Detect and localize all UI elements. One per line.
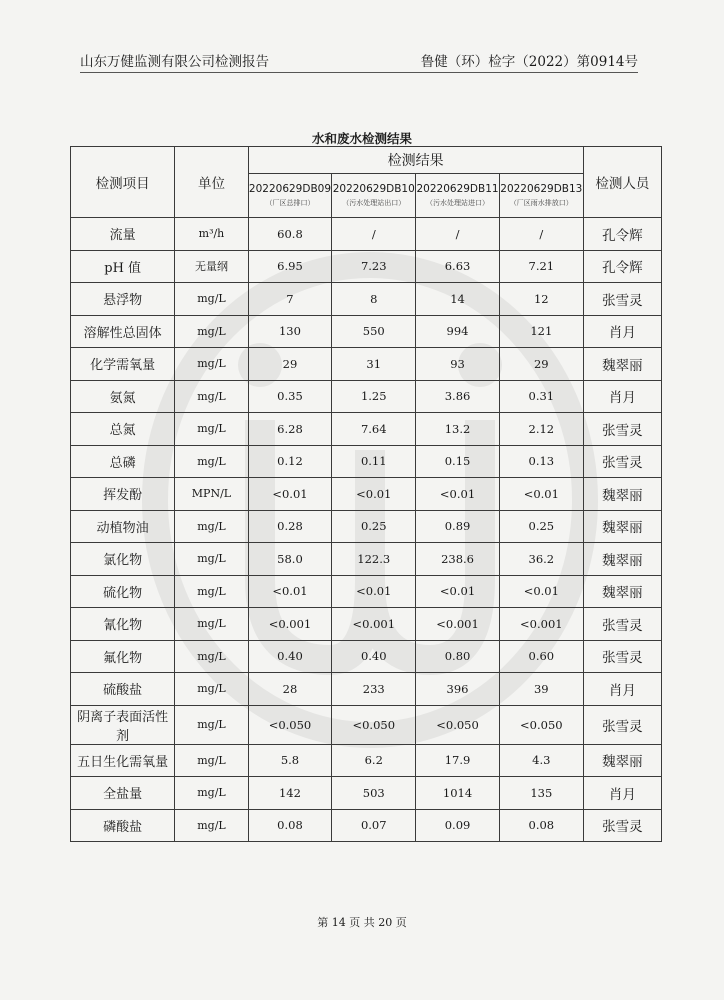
result-value: 238.6	[416, 543, 500, 576]
sample-header	[416, 174, 500, 218]
result-value: <0.01	[499, 575, 583, 608]
test-item: 全盐量	[71, 777, 175, 810]
table-row	[71, 380, 662, 413]
inspector-name: 肖月	[583, 380, 661, 413]
inspector-name: 张雪灵	[583, 413, 661, 446]
test-item: 硫酸盐	[71, 673, 175, 706]
result-value: <0.01	[416, 575, 500, 608]
col-header-results: 检测结果	[248, 147, 583, 174]
result-value: 7.23	[332, 250, 416, 283]
test-item: 流量	[71, 218, 175, 251]
table-row	[71, 283, 662, 316]
result-value: 1.25	[332, 380, 416, 413]
result-value: <0.01	[332, 478, 416, 511]
result-value: 0.28	[248, 510, 332, 543]
test-item: 硫化物	[71, 575, 175, 608]
result-value: 36.2	[499, 543, 583, 576]
table-row	[71, 673, 662, 706]
result-value: 122.3	[332, 543, 416, 576]
report-number: 鲁健（环）检字（2022）第0914号	[420, 54, 638, 70]
result-value: 142	[248, 777, 332, 810]
test-item: 氰化物	[71, 608, 175, 641]
unit-cell: mg/L	[175, 315, 248, 348]
result-value: <0.001	[499, 608, 583, 641]
result-value: 0.08	[248, 809, 332, 842]
result-value: 6.95	[248, 250, 332, 283]
unit-cell: m³/h	[175, 218, 248, 251]
test-item: 磷酸盐	[71, 809, 175, 842]
result-value: 121	[499, 315, 583, 348]
result-value: 7.64	[332, 413, 416, 446]
result-value: 0.40	[248, 640, 332, 673]
result-value: 7	[248, 283, 332, 316]
unit-cell: mg/L	[175, 413, 248, 446]
table-row	[71, 348, 662, 381]
unit-cell: mg/L	[175, 640, 248, 673]
result-value: 7.21	[499, 250, 583, 283]
result-value: 0.80	[416, 640, 500, 673]
test-item: 溶解性总固体	[71, 315, 175, 348]
table-row	[71, 640, 662, 673]
unit-cell: mg/L	[175, 380, 248, 413]
results-table	[70, 146, 662, 842]
result-value: 0.60	[499, 640, 583, 673]
result-value: 2.12	[499, 413, 583, 446]
inspector-name: 魏翠丽	[583, 744, 661, 777]
unit-cell: mg/L	[175, 348, 248, 381]
result-value: <0.050	[248, 705, 332, 744]
sample-id: 20220629DB09	[248, 183, 332, 195]
result-value: 5.8	[248, 744, 332, 777]
result-value: 29	[248, 348, 332, 381]
unit-cell: mg/L	[175, 510, 248, 543]
result-value: 28	[248, 673, 332, 706]
result-value: <0.01	[416, 478, 500, 511]
result-value: <0.001	[248, 608, 332, 641]
result-value: <0.050	[332, 705, 416, 744]
result-value: 14	[416, 283, 500, 316]
result-value: 0.89	[416, 510, 500, 543]
unit-cell: mg/L	[175, 283, 248, 316]
result-value: 29	[499, 348, 583, 381]
sample-id: 20220629DB11	[416, 183, 499, 195]
result-value: 503	[332, 777, 416, 810]
inspector-name: 张雪灵	[583, 608, 661, 641]
result-value: <0.01	[332, 575, 416, 608]
inspector-name: 肖月	[583, 673, 661, 706]
test-item: pH 值	[71, 250, 175, 283]
result-value: 31	[332, 348, 416, 381]
result-value: 0.12	[248, 445, 332, 478]
table-row	[71, 777, 662, 810]
result-value: 6.63	[416, 250, 500, 283]
result-value: <0.01	[499, 478, 583, 511]
result-value: /	[499, 218, 583, 251]
result-value: 0.07	[332, 809, 416, 842]
col-header-person: 检测人员	[583, 147, 661, 218]
table-row	[71, 218, 662, 251]
unit-cell: mg/L	[175, 445, 248, 478]
result-value: 0.13	[499, 445, 583, 478]
unit-cell: mg/L	[175, 777, 248, 810]
table-row	[71, 510, 662, 543]
result-value: 0.31	[499, 380, 583, 413]
table-row	[71, 413, 662, 446]
result-value: 233	[332, 673, 416, 706]
result-value: 550	[332, 315, 416, 348]
inspector-name: 肖月	[583, 315, 661, 348]
table-row	[71, 608, 662, 641]
sample-header	[332, 174, 416, 218]
company-name: 山东万健监测有限公司检测报告	[80, 54, 269, 70]
unit-cell: MPN/L	[175, 478, 248, 511]
inspector-name: 魏翠丽	[583, 510, 661, 543]
unit-cell: mg/L	[175, 744, 248, 777]
table-row	[71, 575, 662, 608]
inspector-name: 肖月	[583, 777, 661, 810]
inspector-name: 张雪灵	[583, 809, 661, 842]
table-row	[71, 315, 662, 348]
sample-id: 20220629DB13	[500, 183, 583, 195]
unit-cell: mg/L	[175, 705, 248, 744]
table-row	[71, 705, 662, 744]
table-row	[71, 543, 662, 576]
inspector-name: 魏翠丽	[583, 543, 661, 576]
result-value: 0.25	[499, 510, 583, 543]
result-value: 994	[416, 315, 500, 348]
unit-cell: mg/L	[175, 673, 248, 706]
table-row	[71, 445, 662, 478]
page-header	[80, 50, 638, 73]
result-value: 13.2	[416, 413, 500, 446]
sample-location: （厂区总排口）	[265, 199, 315, 207]
result-value: 1014	[416, 777, 500, 810]
result-value: 130	[248, 315, 332, 348]
table-row	[71, 744, 662, 777]
sample-header	[499, 174, 583, 218]
table-row	[71, 250, 662, 283]
inspector-name: 张雪灵	[583, 445, 661, 478]
test-item: 氯化物	[71, 543, 175, 576]
unit-cell: mg/L	[175, 809, 248, 842]
inspector-name: 孔令辉	[583, 218, 661, 251]
inspector-name: 张雪灵	[583, 705, 661, 744]
inspector-name: 魏翠丽	[583, 575, 661, 608]
test-item: 五日生化需氧量	[71, 744, 175, 777]
test-item: 悬浮物	[71, 283, 175, 316]
unit-cell: mg/L	[175, 608, 248, 641]
inspector-name: 魏翠丽	[583, 348, 661, 381]
result-value: 58.0	[248, 543, 332, 576]
result-value: 93	[416, 348, 500, 381]
result-value: <0.001	[332, 608, 416, 641]
table-row	[71, 478, 662, 511]
result-value: 6.2	[332, 744, 416, 777]
result-value: <0.01	[248, 575, 332, 608]
result-value: 3.86	[416, 380, 500, 413]
result-value: 0.09	[416, 809, 500, 842]
result-value: 12	[499, 283, 583, 316]
unit-cell: mg/L	[175, 575, 248, 608]
test-item: 挥发酚	[71, 478, 175, 511]
inspector-name: 孔令辉	[583, 250, 661, 283]
inspector-name: 张雪灵	[583, 283, 661, 316]
result-value: 0.35	[248, 380, 332, 413]
unit-cell: 无量纲	[175, 250, 248, 283]
table-row	[71, 809, 662, 842]
test-item: 化学需氧量	[71, 348, 175, 381]
result-value: 135	[499, 777, 583, 810]
sample-location: （污水处理站出口）	[342, 199, 406, 207]
result-value: 0.08	[499, 809, 583, 842]
result-value: <0.050	[499, 705, 583, 744]
result-value: /	[332, 218, 416, 251]
result-value: 396	[416, 673, 500, 706]
col-header-unit: 单位	[175, 147, 248, 218]
sample-header	[248, 174, 332, 218]
inspector-name: 张雪灵	[583, 640, 661, 673]
result-value: 0.40	[332, 640, 416, 673]
result-value: <0.01	[248, 478, 332, 511]
test-item: 总氮	[71, 413, 175, 446]
test-item: 总磷	[71, 445, 175, 478]
inspector-name: 魏翠丽	[583, 478, 661, 511]
result-value: 0.25	[332, 510, 416, 543]
result-value: 0.11	[332, 445, 416, 478]
sample-location: （厂区雨水排放口）	[509, 199, 573, 207]
sample-id: 20220629DB10	[332, 183, 415, 195]
test-item: 氟化物	[71, 640, 175, 673]
sample-location: （污水处理站进口）	[426, 199, 490, 207]
test-item: 氨氮	[71, 380, 175, 413]
result-value: /	[416, 218, 500, 251]
result-value: <0.050	[416, 705, 500, 744]
table-title: 水和废水检测结果	[311, 131, 412, 146]
result-value: 0.15	[416, 445, 500, 478]
col-header-item: 检测项目	[71, 147, 175, 218]
test-item: 阴离子表面活性剂	[71, 705, 175, 744]
result-value: 8	[332, 283, 416, 316]
result-value: 60.8	[248, 218, 332, 251]
unit-cell: mg/L	[175, 543, 248, 576]
test-item: 动植物油	[71, 510, 175, 543]
result-value: <0.001	[416, 608, 500, 641]
result-value: 4.3	[499, 744, 583, 777]
result-value: 17.9	[416, 744, 500, 777]
page-footer: 第 14 页 共 20 页	[317, 916, 407, 929]
result-value: 6.28	[248, 413, 332, 446]
result-value: 39	[499, 673, 583, 706]
